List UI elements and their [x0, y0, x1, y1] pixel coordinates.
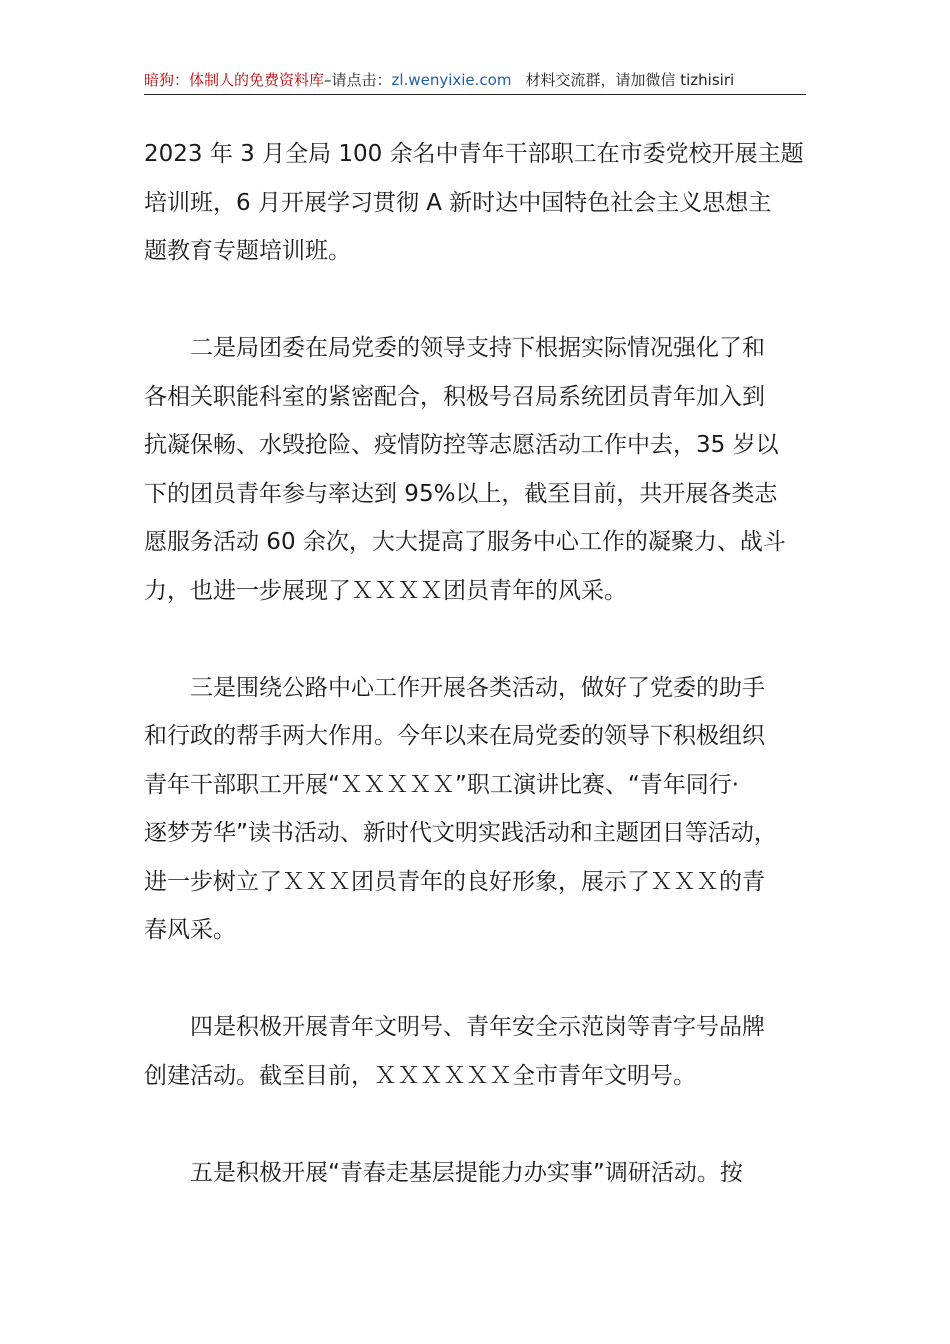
text-line: 四是积极开展青年文明号、青年安全示范岗等青字号品牌 — [190, 1014, 765, 1040]
text-line: 青年干部职工开展“ＸＸＸＸＸ”职工演讲比赛、“青年同行· — [144, 771, 740, 798]
text-line: 愿服务活动 60 余次，大大提高了服务中心工作的凝聚力、战斗 — [144, 529, 786, 555]
text-line: 培训班，6 月开展学习贯彻 A 新时达中国特色社会主义思想主 — [144, 189, 772, 216]
text-line: 二是局团委在局党委的领导支持下根据实际情况强化了和 — [190, 335, 765, 361]
text-line: 进一步树立了ＸＸＸ团员青年的良好形象，展示了ＸＸＸ的青 — [144, 868, 765, 895]
text-line: 创建活动。截至目前，ＸＸＸＸＸＸ全市青年文明号。 — [144, 1062, 696, 1089]
text-line: 2023 年 3 月全局 100 余名中青年干部职工在市委党校开展主题 — [144, 141, 804, 167]
text-line: 抗凝保畅、水毁抢险、疫情防控等志愿活动工作中去，35 岁以 — [144, 432, 779, 458]
page-header — [144, 66, 806, 95]
paragraph-1 — [144, 130, 808, 276]
text-line: 五是积极开展“青春走基层提能力办实事”调研活动。按 — [190, 1159, 743, 1186]
document-body — [144, 130, 808, 1197]
text-line: 和行政的帮手两大作用。今年以来在局党委的领导下积极组织 — [144, 723, 765, 749]
text-line: 春风采。 — [144, 917, 236, 943]
header-link[interactable]: zl.wenyixie.com — [391, 71, 512, 89]
header-brand: 暗狗：体制人的免费资料库 — [144, 71, 325, 89]
paragraph-2 — [144, 324, 808, 615]
paragraph-5 — [144, 1149, 808, 1198]
text-line: 下的团员青年参与率达到 95%以上，截至目前，共开展各类志 — [144, 480, 778, 507]
header-prompt: –请点击： — [324, 71, 392, 89]
text-line: 题教育专题培训班。 — [144, 238, 351, 264]
paragraph-4 — [144, 1003, 808, 1100]
text-line: 逐梦芳华”读书活动、新时代文明实践活动和主题团日等活动， — [144, 820, 777, 846]
text-line: 三是围绕公路中心工作开展各类活动，做好了党委的助手 — [190, 674, 765, 701]
text-line: 各相关职能科室的紧密配合，积极号召局系统团员青年加入到 — [144, 383, 765, 410]
text-line: 力，也进一步展现了ＸＸＸＸ团员青年的风采。 — [144, 577, 627, 604]
paragraph-3 — [144, 664, 808, 955]
header-group-info: 材料交流群，请加微信 tizhisiri — [525, 71, 735, 89]
